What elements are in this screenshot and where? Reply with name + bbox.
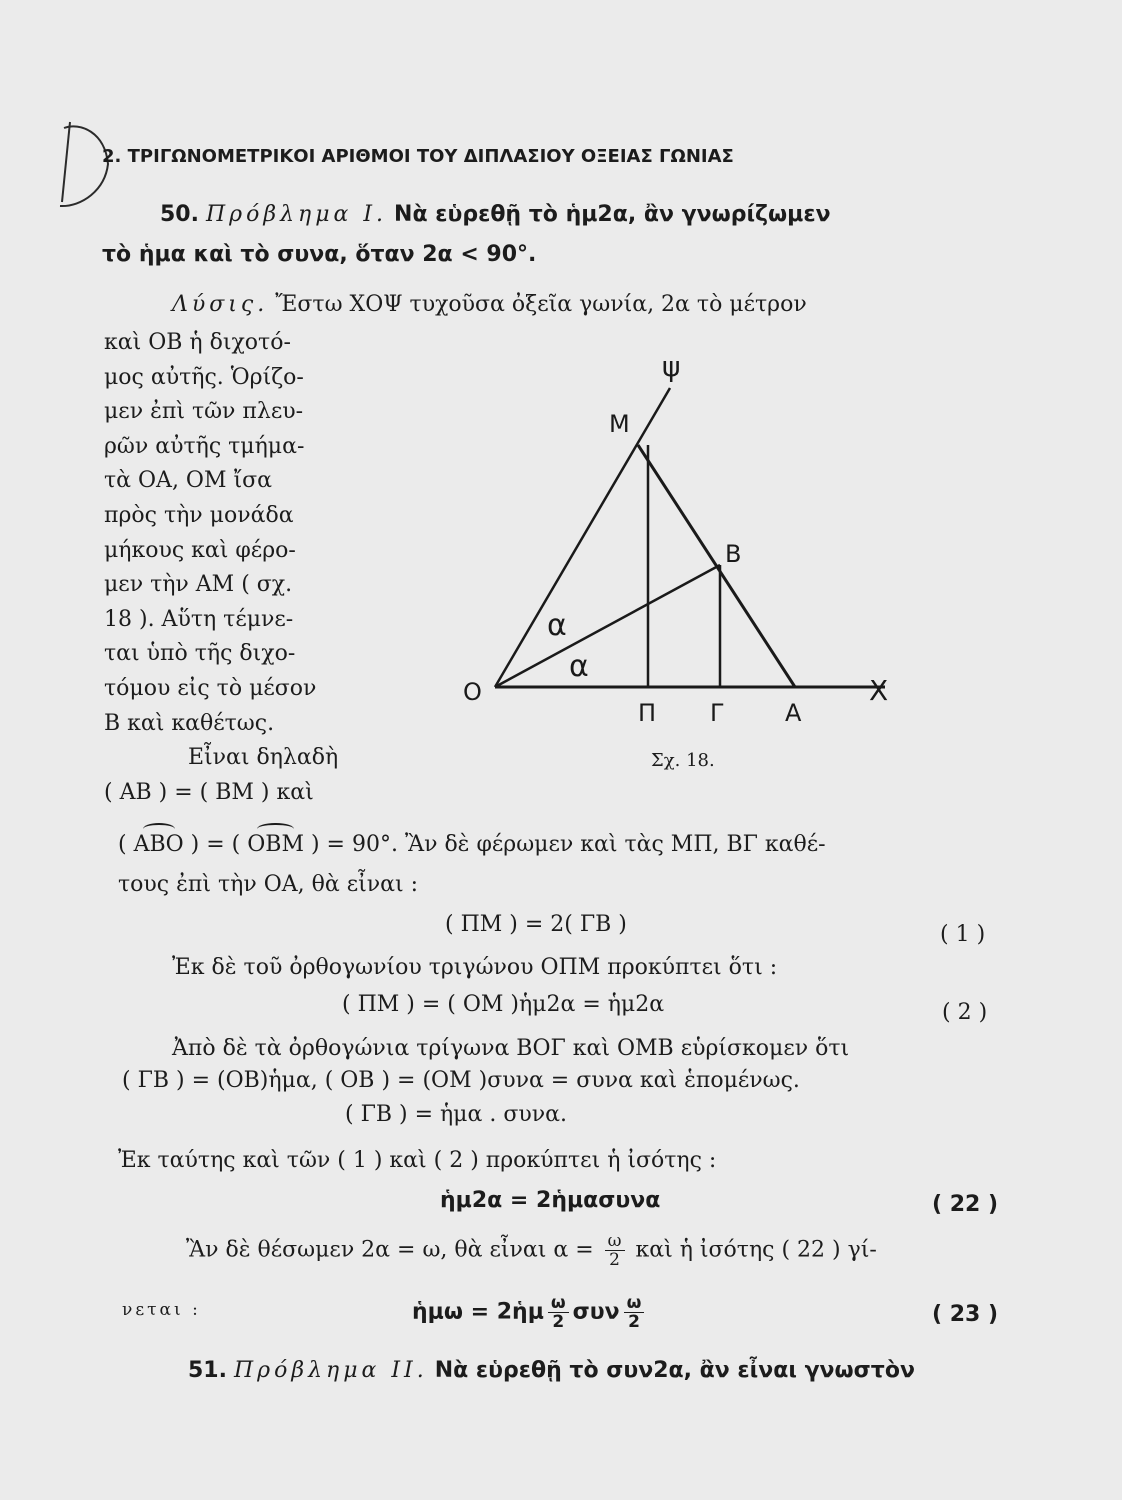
label-psi: ψ [662, 350, 681, 383]
column-line: Β καὶ καθέτως. [104, 710, 275, 736]
text-line: ( ΓΒ ) = ἡμα . συνα. [345, 1102, 567, 1127]
column-line: τὰ ΟΑ, ΟΜ ἴσα [104, 468, 272, 494]
fraction-numerator: ω [605, 1232, 625, 1251]
angle-abo: ΑΒΟ [133, 832, 184, 857]
formula-22: ἡμ2α = 2ἡμασυνα [440, 1188, 661, 1213]
column-line: τόμου εἰς τὸ μέσον [104, 675, 317, 701]
label-p: Π [638, 699, 657, 727]
text-line: Ἐκ δὲ τοῦ ὀρθογωνίου τριγώνου ΟΠΜ προκύπτει ὅτι : [172, 955, 778, 980]
fraction-numerator: ω [548, 1294, 569, 1313]
angle-line-p1: ( [118, 832, 134, 857]
problem2-text: Νὰ εὑρεθῇ τὸ συν2α, ἂν εἶναι γνωστὸν [434, 1358, 915, 1383]
substitution-line [186, 1232, 877, 1269]
column-line: ( ΑΒ ) = ( ΒΜ ) καὶ [104, 779, 314, 805]
problem1-line1 [160, 202, 831, 227]
fraction-numerator: ω [624, 1294, 645, 1313]
solution-lead [172, 292, 807, 317]
problem2-line [188, 1358, 915, 1383]
label-o: O [463, 678, 482, 706]
column-line: μεν τὴν ΑΜ ( σχ. [104, 572, 293, 598]
angle-line-p2: ) = ( [183, 832, 248, 857]
equation-1: ( ΠΜ ) = 2( ΓΒ ) [445, 912, 627, 937]
problem2-number: 51. [188, 1358, 227, 1383]
fraction-denominator: 2 [628, 1312, 640, 1332]
label-a: A [785, 699, 802, 727]
column-line: μεν ἐπὶ τῶν πλευ- [104, 399, 304, 425]
column-line: ται ὑπὸ τῆς διχο- [104, 641, 296, 667]
section-heading [102, 146, 734, 167]
problem1-number: 50. [160, 202, 199, 227]
equation-2: ( ΠΜ ) = ( ΟΜ )ἡμ2α = ἡμ2α [342, 992, 665, 1017]
text-line: Ἀπὸ δὲ τὰ ὀρθογώνια τρίγωνα ΒΟΓ καὶ ΟΜΒ εὑρίσκομεν ὅτι [172, 1036, 850, 1061]
problem1-label: Πρόβλημα Ι. [205, 202, 388, 227]
label-alpha-lower: α [569, 649, 589, 684]
label-alpha-upper: α [547, 608, 567, 643]
substitution-text-b: καὶ ἡ ἰσότης ( 22 ) γί- [635, 1237, 877, 1263]
solution-lead-text: Ἔστω ΧΟΨ τυχοῦσα ὀξεῖα γωνία, 2α τὸ μέτρον [275, 292, 807, 317]
formula-23-part-a: ἡμω = 2ἡμ [412, 1299, 544, 1325]
bisector-ob [495, 565, 720, 687]
fraction-omega-half [624, 1294, 645, 1331]
fraction-denominator: 2 [609, 1250, 620, 1270]
solution-column [104, 326, 386, 810]
text-line: Ἐκ ταύτης καὶ τῶν ( 1 ) καὶ ( 2 ) προκύπτει ἡ ἰσότης : [118, 1148, 717, 1173]
text-line: νεται : [122, 1300, 201, 1320]
substitution-text-a: Ἂν δὲ θέσωμεν 2α = ω, θὰ εἶναι α = [186, 1237, 594, 1263]
label-x: X [869, 674, 889, 707]
column-line: καὶ ΟΒ ἡ διχοτό- [104, 330, 291, 355]
label-b: B [725, 540, 742, 568]
figure-18 [455, 350, 915, 780]
label-g: Γ [710, 699, 724, 727]
angle-obm: ΟΒΜ [247, 832, 304, 857]
equation-2-number: ( 2 ) [942, 1000, 988, 1025]
formula-23 [412, 1294, 648, 1331]
section-title: ΤΡΙΓΩΝΟΜΕΤΡΙΚΟΙ ΑΡΙΘΜΟΙ ΤΟΥ ΔΙΠΛΑΣΙΟΥ ΟΞΕΙΑΣ ΓΩΝΙΑΣ [127, 146, 734, 167]
column-line: ρῶν αὐτῆς τμήμα- [104, 433, 305, 459]
text-line: ( ΓΒ ) = (ΟΒ)ἡμα, ( ΟΒ ) = (ΟΜ )συνα = συνα καὶ ἑπομένως. [122, 1068, 800, 1093]
text-line: τους ἐπὶ τὴν ΟΑ, θὰ εἶναι : [118, 872, 418, 897]
problem2-label: Πρόβλημα ΙΙ. [233, 1358, 428, 1383]
figure-caption: Σχ. 18. [651, 750, 715, 771]
column-line: 18 ). Αὕτη τέμνε- [104, 606, 294, 632]
problem1-line2: τὸ ἡμα καὶ τὸ συνα, ὅταν 2α < 90°. [102, 242, 537, 267]
formula-22-number: ( 22 ) [932, 1192, 999, 1217]
column-line: μος αὐτῆς. Ὁρίζο- [104, 364, 304, 390]
formula-23-part-b: συν [572, 1299, 620, 1325]
ray-oy [495, 388, 670, 687]
fraction-denominator: 2 [552, 1312, 565, 1332]
fraction-omega-half [548, 1294, 569, 1331]
column-line: Εἶναι δηλαδὴ [188, 745, 339, 771]
label-m: M [609, 410, 630, 438]
formula-23-number: ( 23 ) [932, 1302, 999, 1327]
angle-line-p3: ) = 90°. Ἂν δὲ φέρωμεν καὶ τὰς ΜΠ, ΒΓ καθέ- [303, 832, 826, 857]
equation-1-number: ( 1 ) [940, 922, 986, 947]
column-line: μήκους καὶ φέρο- [104, 537, 296, 563]
section-number: 2. [102, 146, 122, 167]
angle-line [118, 832, 826, 857]
problem1-text1: Νὰ εὑρεθῇ τὸ ἡμ2α, ἂν γνωρίζωμεν [394, 202, 831, 227]
column-line: πρὸς τὴν μονάδα [104, 502, 294, 528]
solution-label: Λύσις. [172, 292, 269, 317]
fraction-omega-half [605, 1232, 625, 1269]
